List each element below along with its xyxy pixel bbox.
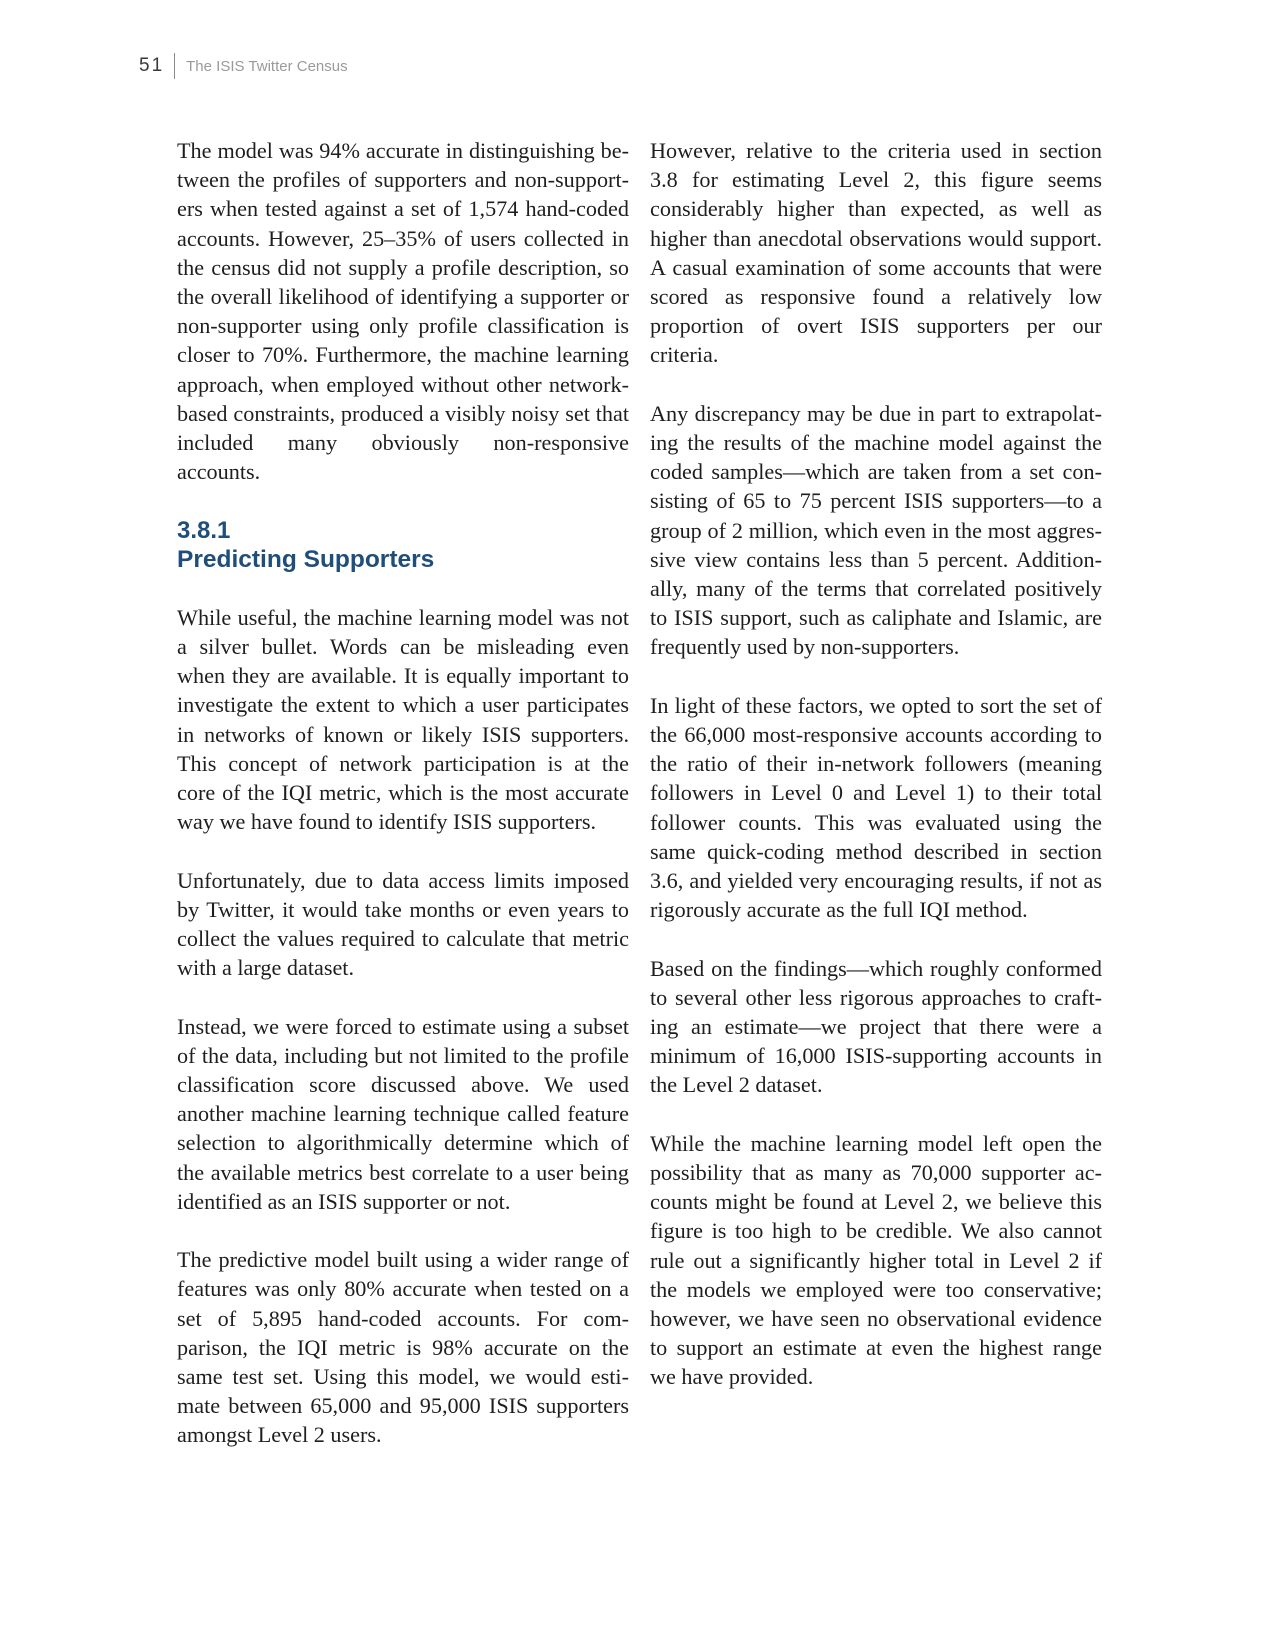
right-column (650, 136, 1102, 1421)
header-divider (174, 53, 175, 79)
page-header (139, 52, 348, 80)
section-number: 3.8.1 (177, 516, 231, 544)
paragraph-sorting-method: In light of these factors, we opted to sort the set of the 66,000 most-responsive accounts according to the ratio of their in-network followers (meaning followers in Level 0 and Level 1) to their total follower counts. This was evaluated using the same quick-coding method described in section 3.6, and yielded very encouraging results, if not as rigorously accurate as the full IQI method. (650, 692, 1102, 923)
running-title: The ISIS Twitter Census (186, 57, 348, 75)
paragraph-predictive-model: The predictive model built using a wider range of features was only 80% accurate when tested on a set of 5,895 hand-coded accounts. For comparison, the IQI metric is 98% accurate on the same test set. Using this model, we would estimate between 65,000 and 95,000 ISIS supporters amongst Level 2 users. (177, 1247, 629, 1448)
section-title: Predicting Supporters (177, 545, 435, 573)
paragraph-estimate: Based on the findings—which roughly conformed to several other less rigorous approaches to crafting an estimate—we project that there were a minimum of 16,000 ISIS-supporting accounts in the Level 2 dataset. (650, 955, 1102, 1098)
paragraph-network-participation: While useful, the machine learning model was not a silver bullet. Words can be misleading even when they are available. It is equally important to investigate the extent to which a user participates in networks of known or likely ISIS supporters. This concept of network participation is at the core of the IQI metric, which is the most accurate way we have found to identify ISIS supporters. (177, 604, 629, 835)
page-number: 51 (139, 55, 165, 76)
paragraph-model-accuracy: The model was 94% accurate in distinguishing between the profiles of supporters and non-supporters when tested against a set of 1,574 hand-coded accounts. However, 25–35% of users collected in the census did not supply a profile description, so the overall likelihood of identifying a supporter or non-supporter using only profile classification is closer to 70%. Furthermore, the machine learning approach, when employed without other network-based constraints, produced a visibly noisy set that included many obviously non-responsive accounts. (177, 138, 629, 485)
paragraph-data-access-limits: Unfortunately, due to data access limits imposed by Twitter, it would take months or even years to collect the values required to calculate that metric with a large dataset. (177, 867, 629, 981)
section-heading (177, 516, 629, 574)
paragraph-discrepancy: Any discrepancy may be due in part to extrapolating the results of the machine model against the coded samples—which are taken from a set consisting of 65 to 75 percent ISIS supporters—to a group of 2 million, which even in the most aggressive view contains less than 5 percent. Additionally, many of the terms that correlated positively to ISIS support, such as caliphate and Islamic, are frequently used by non-supporters. (650, 400, 1102, 660)
paragraph-criteria-comparison: However, relative to the criteria used in section 3.8 for estimating Level 2, this figure seems considerably higher than expected, as well as higher than anecdotal observations would support. A casual examination of some accounts that were scored as responsive found a relatively low proportion of overt ISIS supporters per our criteria. (650, 138, 1102, 368)
left-column (177, 136, 629, 1479)
paragraph-upper-bound: While the machine learning model left open the possibility that as many as 70,000 supporter accounts might be found at Level 2, we believe this figure is too high to be credible. We also cannot rule out a significantly higher total in Level 2 if the models we employed were too conservative; however, we have seen no observational evidence to support an estimate at even the highest range we have provided. (650, 1130, 1102, 1390)
paragraph-feature-selection: Instead, we were forced to estimate using a subset of the data, including but not limited to the profile classification score discussed above. We used another machine learning technique called feature selection to algorithmically determine which of the available metrics best correlate to a user being identified as an ISIS supporter or not. (177, 1013, 629, 1214)
